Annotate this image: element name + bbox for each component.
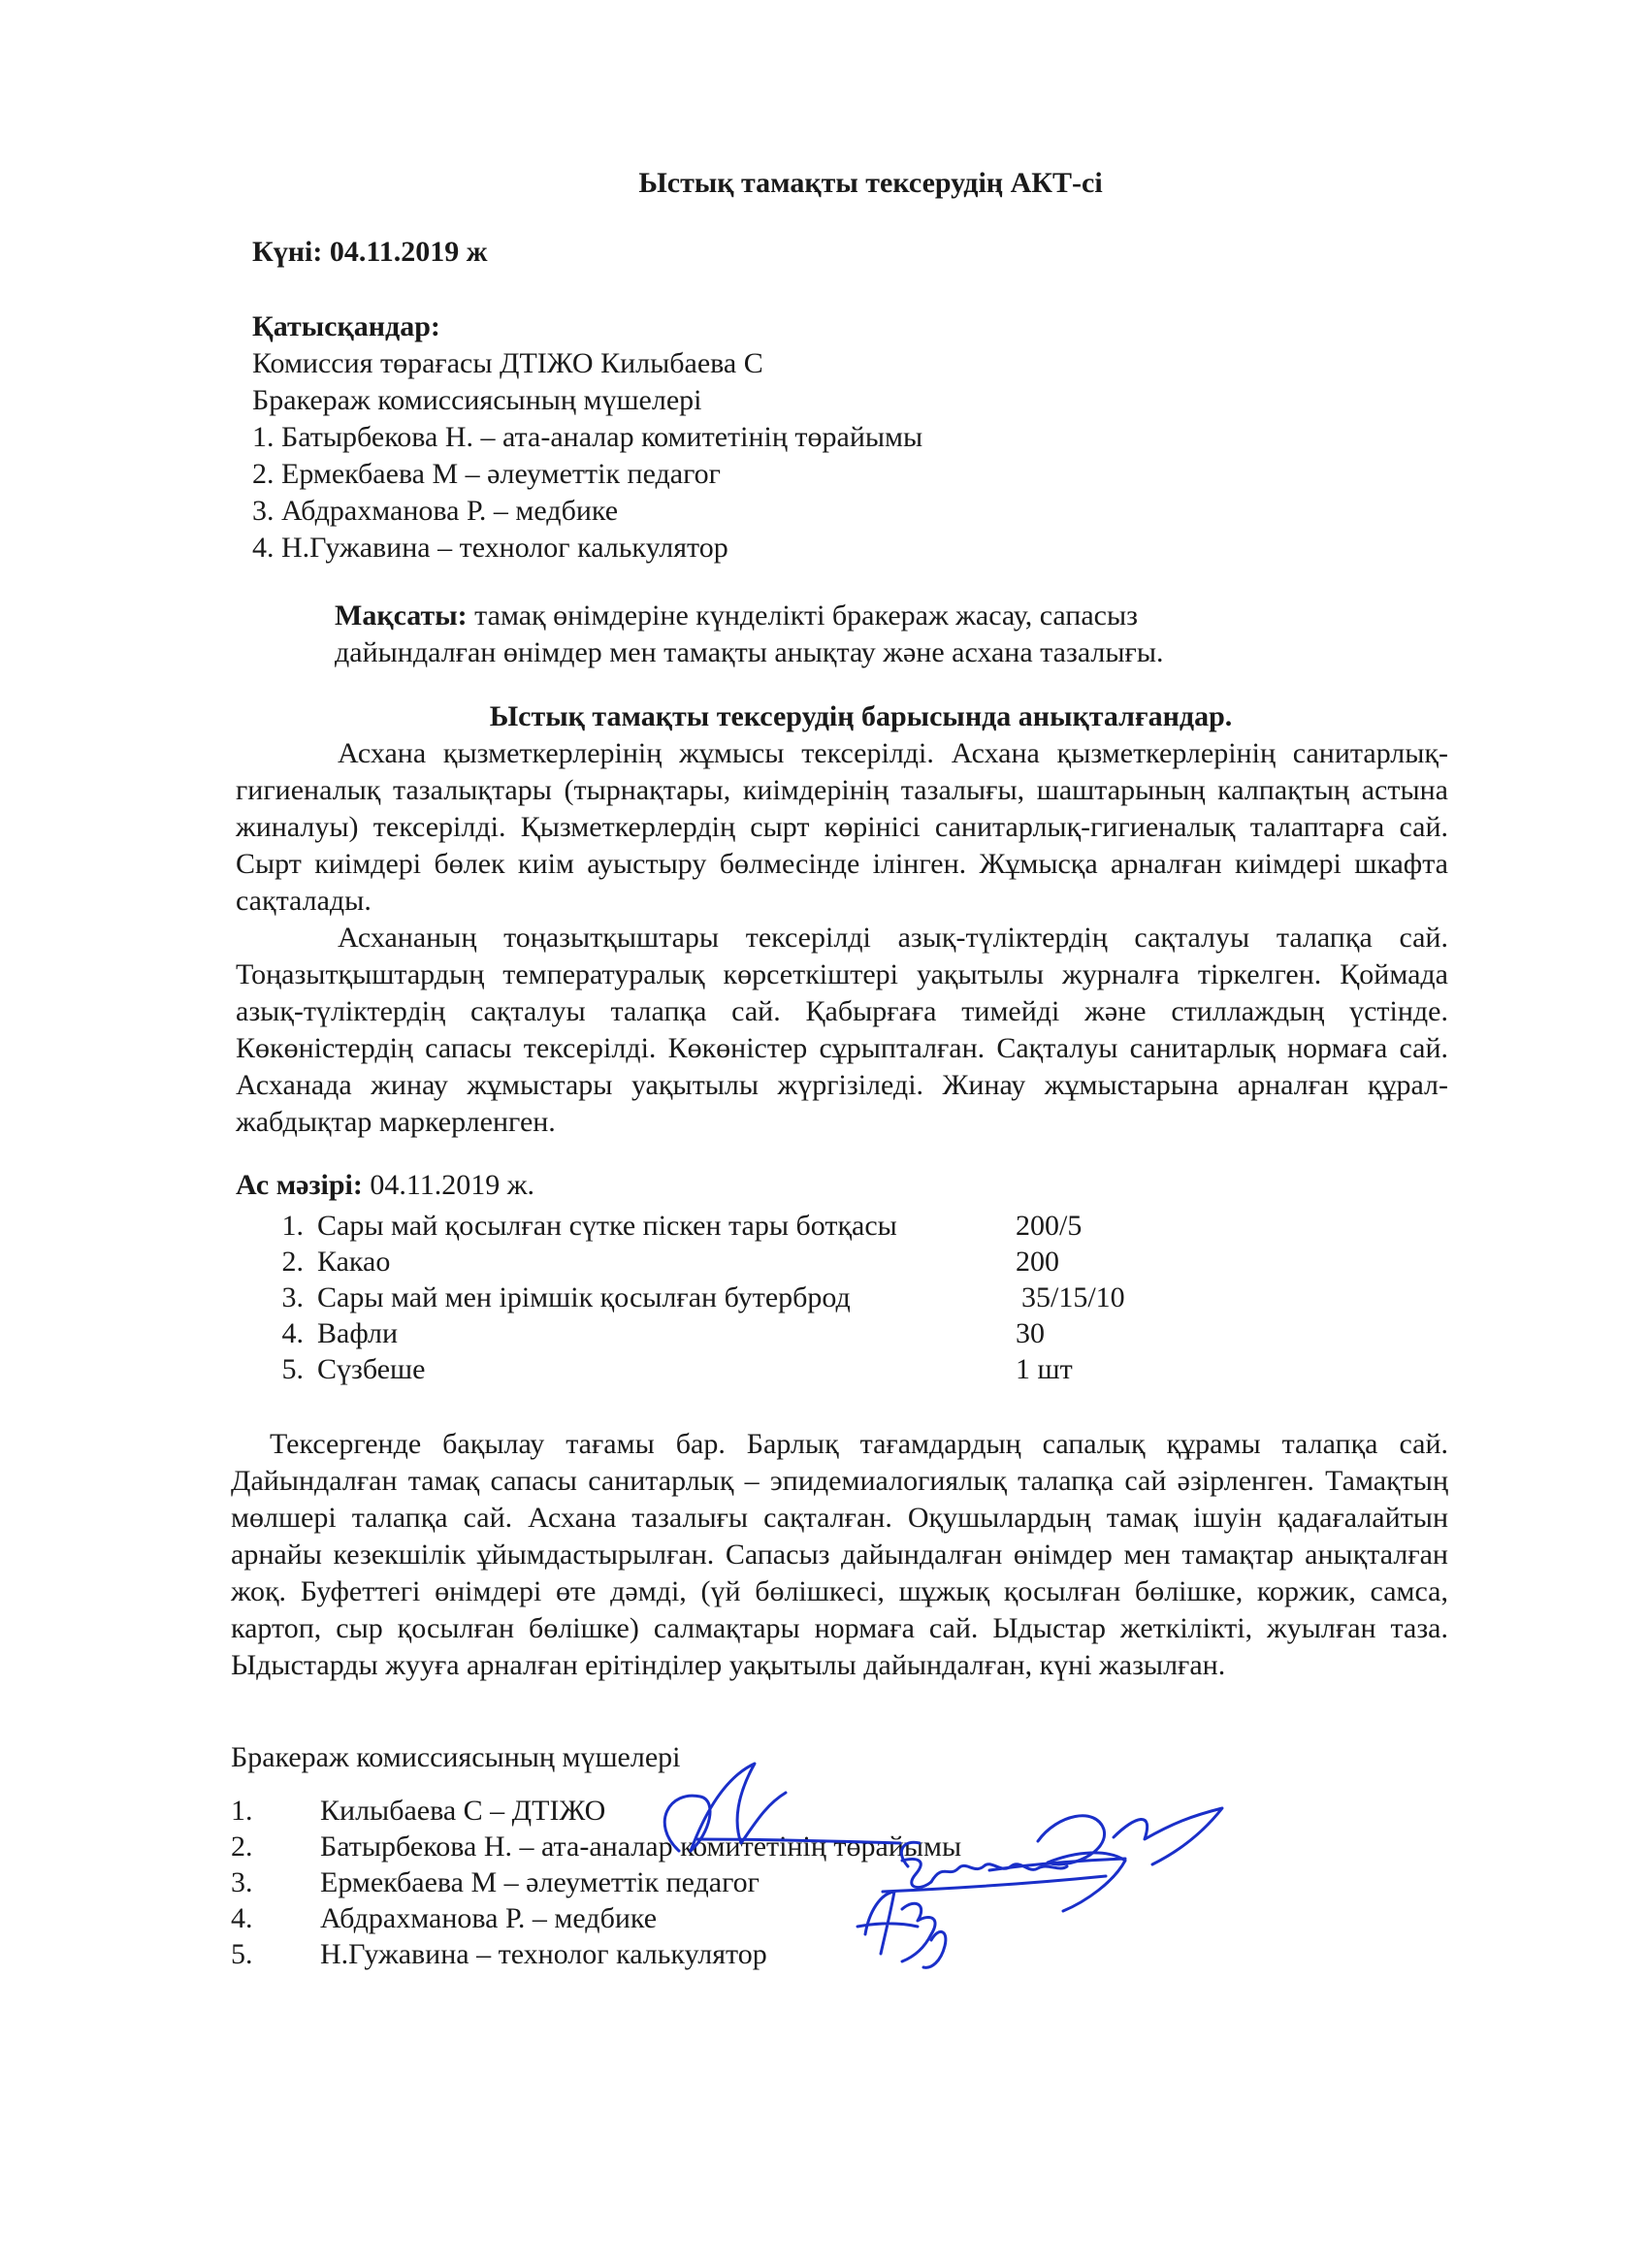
- signoff-member-number: 4.: [231, 1902, 253, 1934]
- menu-item-number: 4.: [281, 1317, 304, 1349]
- purpose-label: Мақсаты:: [335, 599, 468, 632]
- signoff-heading: Бракераж комиссиясының мүшелері: [231, 1741, 681, 1773]
- commission-chair: Комиссия төрағасы ДТІЖО Килыбаева С: [252, 347, 763, 379]
- signature-kilybaeva: [664, 1764, 900, 1851]
- menu-list: [236, 1208, 1215, 1387]
- participants-block: [252, 308, 922, 567]
- menu-heading: [236, 1169, 534, 1202]
- menu-item: [236, 1244, 1215, 1280]
- purpose-text: тамақ өнімдеріне күнделікті бракераж жасау, сапасыз дайындалған өнімдер мен тамақты анықтау және асхана тазалығы.: [335, 599, 1164, 668]
- signoff-member-number: 5.: [231, 1938, 253, 1970]
- menu-item: [236, 1351, 1215, 1387]
- menu-item-name: Какао: [317, 1246, 391, 1278]
- menu-item-quantity: 1 шт: [1016, 1353, 1073, 1385]
- signoff-member-name: Килыбаева С – ДТІЖО: [320, 1795, 606, 1827]
- menu-item-quantity: 35/15/10: [1021, 1281, 1125, 1313]
- menu-item-number: 2.: [281, 1246, 304, 1278]
- menu-item-name: Вафли: [317, 1317, 399, 1349]
- menu-item-number: 1.: [281, 1210, 304, 1242]
- menu-item-number: 5.: [281, 1353, 304, 1385]
- participant-member: 4. Н.Гужавина – технолог калькулятор: [252, 532, 728, 564]
- signoff-member-number: 1.: [231, 1795, 253, 1827]
- purpose-block: [335, 598, 1266, 671]
- findings-paragraph-staff: Асхана қызметкерлерінің жұмысы тексерілді. Асхана қызметкерлерінің санитарлық-гигиеналық тазалықтары (тырнақтары, киімдерінің тазалығы, шаштарының калпақтың астына жиналуы) тексерілді. Қызметкерлердің сырт көрінісі санитарлық-гигиеналық талаптарға сай. Сырт киімдері бөлек киім ауыстыру бөлмесінде ілінген. Жұмысқа арналған киімдері шкафта сақталады.: [236, 737, 1448, 917]
- participant-member: 2. Ермекбаева М – әлеуметтік педагог: [252, 458, 721, 490]
- signature-ermekbaeva: [883, 1842, 1106, 1892]
- participants-heading: Қатысқандар:: [252, 310, 440, 342]
- menu-item-quantity: 200: [1016, 1246, 1059, 1278]
- menu-item-name: Сары май мен ірімшік қосылған бутерброд: [317, 1281, 851, 1313]
- date-label: Күні:: [252, 236, 323, 268]
- members-heading: Бракераж комиссиясының мүшелері: [252, 384, 702, 416]
- signoff-member-name: Абдрахманова Р. – медбике: [320, 1902, 658, 1934]
- menu-label: Ас мәзірі:: [236, 1169, 363, 1201]
- menu-item: [236, 1208, 1215, 1244]
- participant-member: 1. Батырбекова Н. – ата-аналар комитетінің төрайымы: [252, 421, 923, 453]
- menu-item-number: 3.: [281, 1281, 304, 1313]
- findings-paragraph-storage: Асхананың тоңазытқыштары тексерілді азық-түліктердің сақталуы талапқа сай. Тоңазытқыштардың температуралық көрсеткіштері уақытылы журналға тіркелген. Қоймада азық-түліктердің сақталуы талапқа сай. Қабырғаға тимейді және стиллаждың үстінде. Көкөністердің сапасы тексерілді. Көкөністер сұрыпталған. Сақталуы санитарлық нормаға сай. Асханада жинау жұмыстары уақытылы жүргізіледі. Жинау жұмыстарына арналған құрал-жабдықтар маркерленген.: [236, 922, 1448, 1138]
- menu-item-quantity: 200/5: [1016, 1210, 1083, 1242]
- menu-item-name: Сары май қосылған сүтке піскен тары ботқасы: [317, 1210, 897, 1242]
- menu-item-quantity: 30: [1016, 1317, 1045, 1349]
- menu-item: [236, 1315, 1215, 1351]
- participant-member: 3. Абдрахманова Р. – медбике: [252, 495, 619, 527]
- signoff-member-number: 3.: [231, 1866, 253, 1898]
- signoff-member-name: Н.Гужавина – технолог калькулятор: [320, 1938, 767, 1970]
- conclusion-paragraph: Тексергенде бақылау тағамы бар. Барлық тағамдардың сапалық құрамы талапқа сай. Дайындалған тамақ сапасы санитарлық – эпидемиалогиялық талапқа сай әзірленген. Тамақтың мөлшері талапқа сай. Асхана тазалығы сақталған. Оқушылардың тамақ ішуін қадағалайтын арнайы кезекшілік ұйымдастырылған. Сапасыз дайындалған өнімдер мен тамақтар анықталған жоқ. Буфеттегі өнімдері өте дәмді, (үй бөлішкесі, шұжық қосылған бөлішке, коржик, самса, картоп, сыр қосылған бөлішке) салмақтары нормаға сай. Ыдыстар жеткілікті, жуылған таза. Ыдыстарды жууға арналған ерітінділер уақытылы дайындалған, күні жазылған.: [231, 1428, 1448, 1681]
- date-value: 04.11.2019 ж: [329, 236, 488, 268]
- findings-title: Ыстық тамақты тексерудің барысында анықталғандар.: [489, 700, 1233, 732]
- menu-item-name: Сүзбеше: [317, 1353, 426, 1385]
- signoff-member-name: Батырбекова Н. – ата-аналар комитетінің төрайымы: [320, 1831, 962, 1863]
- signature-abdrakhmanova: [857, 1892, 946, 1967]
- handwritten-signatures: [640, 1746, 1242, 1998]
- signature-batyrbekova: [989, 1808, 1222, 1911]
- menu-item: [236, 1280, 1215, 1315]
- menu-date: 04.11.2019 ж.: [362, 1169, 535, 1201]
- document-title: Ыстық тамақты тексерудің АКТ-сі: [638, 167, 1103, 199]
- signoff-member-number: 2.: [231, 1831, 253, 1863]
- document-date: [252, 236, 487, 269]
- signoff-member-name: Ермекбаева М – әлеуметтік педагог: [320, 1866, 760, 1898]
